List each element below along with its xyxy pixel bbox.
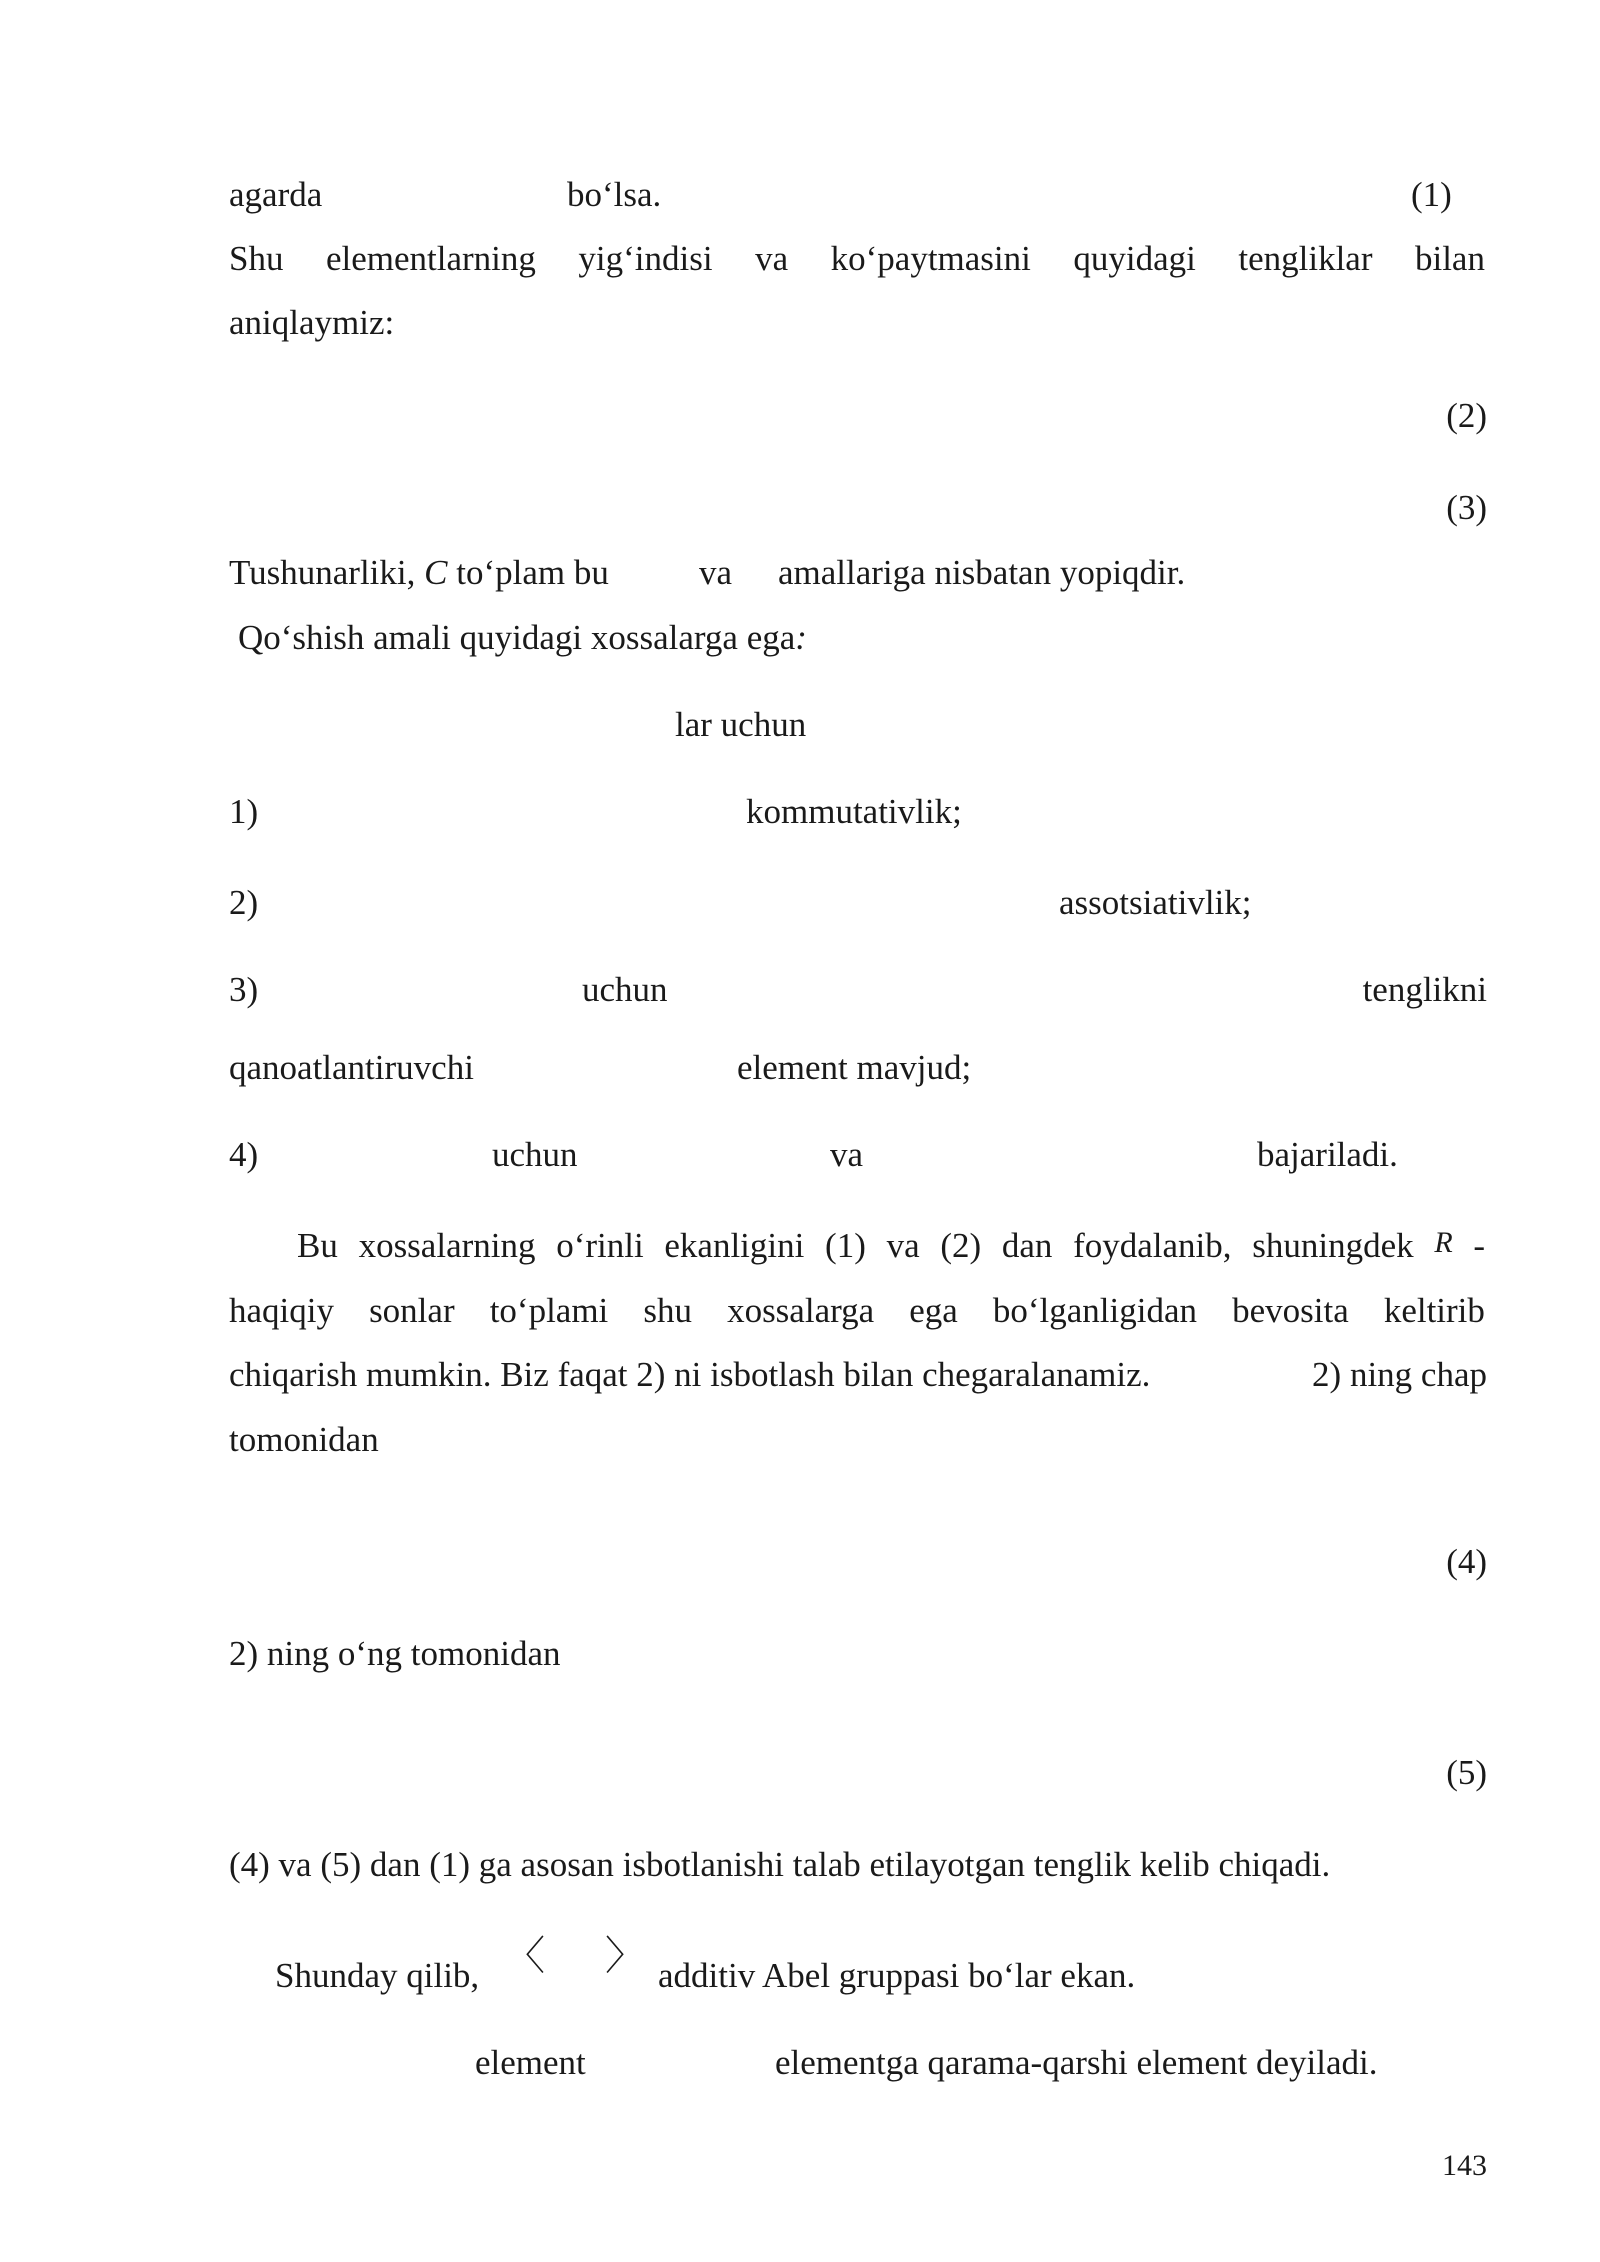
- qoshish-text: Qo‘shish amali quyidagi xossalarga ega: [238, 618, 796, 657]
- word: ekanligini: [664, 1226, 805, 1265]
- right-angle-bracket: 〉: [605, 1933, 645, 1979]
- word: Bu: [297, 1226, 338, 1265]
- word: xossalarning: [358, 1226, 536, 1265]
- property-2-text: assotsiativlik;: [1059, 883, 1252, 922]
- tushunarli-va: va: [699, 553, 733, 592]
- left-angle-bracket: 〈: [505, 1933, 545, 1979]
- word: -: [1473, 1226, 1485, 1265]
- word: (1): [825, 1226, 866, 1265]
- word: yig‘indisi: [578, 239, 713, 278]
- property-4-uchun: uchun: [492, 1135, 578, 1174]
- tushunarli-b: to‘plam bu: [456, 553, 609, 592]
- property-2-number: 2): [229, 883, 259, 922]
- conclusion: (4) va (5) dan (1) ga asosan isbotlanishi talab etilayotgan tenglik kelib chiqadi.: [229, 1845, 1331, 1884]
- word: Shu: [229, 239, 284, 278]
- word: (2): [940, 1226, 982, 1265]
- property-3-number: 3): [229, 970, 259, 1009]
- line1-bolsa: bo‘lsa.: [567, 175, 662, 214]
- word: dan: [1001, 1226, 1053, 1265]
- shunday-b: additiv Abel gruppasi bo‘lar ekan.: [658, 1956, 1136, 1995]
- word: haqiqiy: [229, 1291, 334, 1330]
- set-c-symbol: C: [424, 553, 448, 592]
- property-3-qanoat: qanoatlantiruvchi: [229, 1048, 474, 1087]
- line3-aniqlaymiz: aniqlaymiz:: [229, 303, 395, 342]
- para1-line1: [297, 1225, 1485, 1267]
- equation-number-1: (1): [1411, 175, 1452, 214]
- shunday-a: Shunday qilib,: [275, 1956, 480, 1995]
- word: tengliklar: [1238, 239, 1373, 278]
- equation-number-4: (4): [1446, 1542, 1487, 1581]
- equation-number-3: (3): [1446, 488, 1487, 527]
- word: sonlar: [369, 1291, 455, 1330]
- property-4-bajariladi: bajariladi.: [1257, 1135, 1398, 1174]
- ong-tomonidan: 2) ning o‘ng tomonidan: [229, 1634, 561, 1673]
- property-1-text: kommutativlik;: [746, 792, 962, 831]
- word: bevosita: [1232, 1291, 1349, 1330]
- last-text: elementga qarama-qarshi element deyiladi.: [775, 2043, 1378, 2082]
- word: foydalanib,: [1073, 1226, 1232, 1265]
- word: quyidagi: [1073, 239, 1196, 278]
- line1-agarda: agarda: [229, 175, 323, 214]
- property-1-number: 1): [229, 792, 259, 831]
- para1-line3a: chiqarish mumkin. Biz faqat 2) ni isbotlash bilan chegaralanamiz.: [229, 1355, 1151, 1394]
- word: va: [755, 239, 789, 278]
- page-number: 143: [1442, 2149, 1487, 2182]
- property-3-element: element mavjud;: [737, 1048, 972, 1087]
- para1-line3b: 2) ning chap: [1312, 1355, 1487, 1394]
- tushunarli-rest: amallariga nisbatan yopiqdir.: [778, 553, 1186, 592]
- para1-line4: tomonidan: [229, 1420, 379, 1459]
- lar-uchun: lar uchun: [675, 705, 807, 744]
- word: shuningdek: [1252, 1226, 1414, 1265]
- tushunarli-a: Tushunarliki,: [229, 553, 416, 592]
- word: elementlarning: [325, 239, 536, 278]
- word: bilan: [1414, 239, 1485, 278]
- property-4-va: va: [830, 1135, 864, 1174]
- word: ko‘paytmasini: [830, 239, 1031, 278]
- word: xossalarga: [727, 1291, 875, 1330]
- property-3-uchun: uchun: [582, 970, 668, 1009]
- word: va: [886, 1226, 920, 1265]
- last-element: element: [475, 2043, 586, 2082]
- real-numbers-symbol: R: [1434, 1226, 1453, 1259]
- word: shu: [643, 1291, 692, 1330]
- para1-line2: [229, 1290, 1485, 1332]
- tushunarli-line: [229, 552, 609, 594]
- word: keltirib: [1383, 1291, 1485, 1330]
- word: o‘rinli: [556, 1226, 644, 1265]
- qoshish-colon: :: [795, 618, 807, 657]
- qoshish-line: [238, 617, 807, 659]
- property-3-tenglikni: tenglikni: [1362, 970, 1487, 1009]
- word: to‘plami: [489, 1291, 609, 1330]
- word: ega: [909, 1291, 958, 1330]
- equation-number-2: (2): [1446, 396, 1487, 435]
- word: bo‘lganligidan: [992, 1291, 1198, 1330]
- property-4-number: 4): [229, 1135, 259, 1174]
- line2: [229, 238, 1485, 280]
- equation-number-5: (5): [1446, 1753, 1487, 1792]
